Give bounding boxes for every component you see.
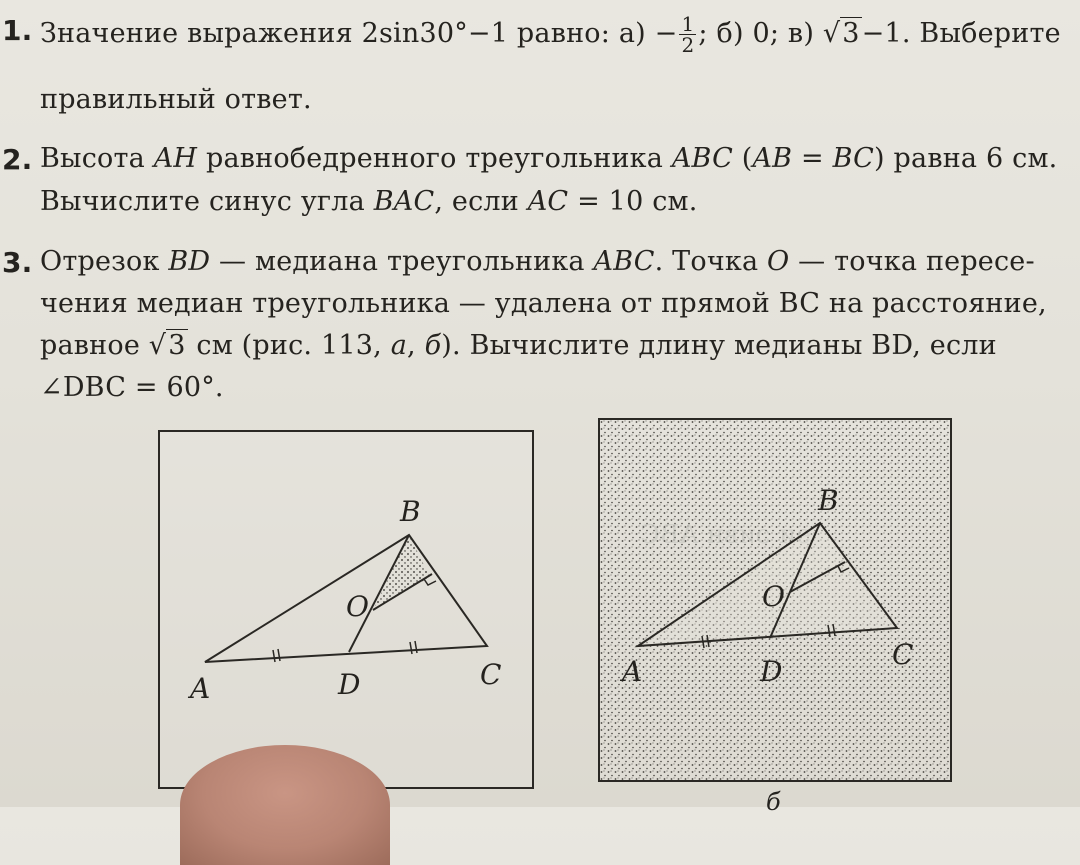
tick-mark-ad <box>273 650 275 662</box>
tick-mark-ad <box>278 649 280 661</box>
tick-mark-dc <box>415 641 417 653</box>
label-o: O <box>346 590 369 623</box>
figure-113b <box>598 418 952 782</box>
sqrt-three: √3 <box>148 330 186 361</box>
label-a: A <box>190 672 211 705</box>
sqrt-expression: √3 <box>822 18 860 49</box>
finger-thumb <box>180 745 390 865</box>
right-angle-mark <box>424 579 436 585</box>
label-b: B <box>818 484 839 517</box>
label-a: A <box>622 655 643 688</box>
shaded-triangle <box>373 535 430 610</box>
fraction-one-half: $\frac{1}{2}$ <box>681 12 695 57</box>
problem-2-line-1: 2. Высота AH равнобедренного треугольника ABC (AB = BC) равна 6 см. <box>2 143 1058 176</box>
problem-1-number: 1. <box>2 14 33 47</box>
label-o: O <box>762 580 785 613</box>
problem-3-line-1: 3. Отрезок BD — медиана треугольника ABC. Точка O — точка пересе- <box>2 246 1035 279</box>
label-b: B <box>400 495 421 528</box>
problem-2-line-2: Вычислите синус угла BAC, если AC = 10 см. <box>40 186 698 217</box>
tick-mark-dc <box>410 642 412 654</box>
problem-3-line-2: чения медиан треугольника — удалена от прямой BC на расстояние, <box>40 288 1047 319</box>
label-c: C <box>480 658 502 691</box>
problem-2-number: 2. <box>2 143 33 176</box>
label-c: C <box>892 638 914 671</box>
figure-113a <box>158 430 534 789</box>
label-d: D <box>338 668 361 701</box>
problem-3-number: 3. <box>2 246 33 279</box>
problem-3-line-3: равное √3 см (рис. 113, а, б). Вычислите длину медианы BD, если <box>40 330 997 361</box>
problem-1-line-1: 1. Значение выражения 2sin30°−1 равно: а) − $\frac{1}{2}$ ; б) 0; в) √3−1. Выберите <box>2 12 1061 57</box>
problem-1-line-2: правильный ответ. <box>40 84 312 115</box>
label-d: D <box>760 655 783 688</box>
figure-caption-b: б <box>766 788 781 816</box>
problem-3-line-4: ∠DBC = 60°. <box>40 372 224 403</box>
